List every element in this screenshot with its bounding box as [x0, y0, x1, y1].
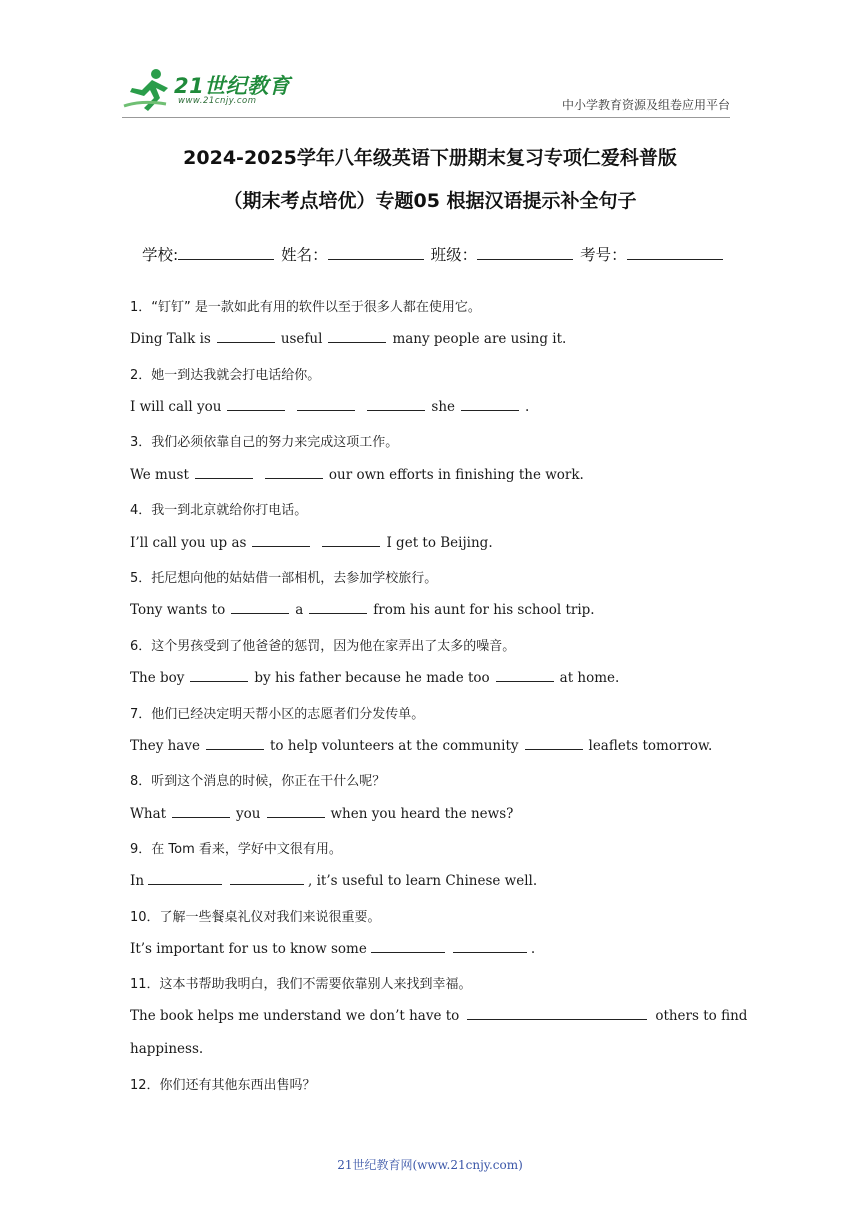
text-segment: others to find [655, 1008, 748, 1024]
text-segment: leaflets tomorrow. [588, 738, 713, 754]
question-8-chinese: 8．听到这个消息的时候，你正在干什么呢？ [130, 774, 386, 789]
student-info-row [142, 243, 725, 265]
answer-blank[interactable] [467, 1007, 647, 1020]
answer-blank[interactable] [148, 872, 222, 885]
answer-blank[interactable] [453, 940, 527, 953]
answer-blank[interactable] [461, 398, 519, 411]
text-segment: We must [130, 467, 189, 483]
answer-blank[interactable] [227, 398, 285, 411]
text-segment: I’ll call you up as [130, 535, 247, 551]
logo-url: www.21cnjy.com [178, 96, 257, 106]
question-11-english [130, 1007, 747, 1024]
class-blank[interactable] [477, 245, 573, 260]
text-segment: when you heard the news? [330, 806, 514, 822]
text-segment: I get to Beijing. [386, 535, 493, 551]
answer-blank[interactable] [252, 534, 310, 547]
class-label: 班级： [430, 246, 478, 264]
text-segment: The boy [130, 670, 185, 686]
text-segment: by his father because he made too [254, 670, 490, 686]
answer-blank[interactable] [190, 669, 248, 682]
question-1-chinese: 1．“钉钉” 是一款如此有用的软件以至于很多人都在使用它。 [130, 300, 481, 315]
question-10-chinese: 10．了解一些餐桌礼仪对我们来说很重要。 [130, 910, 381, 925]
text-segment: useful [280, 331, 323, 347]
question-4-chinese: 4．我一到北京就给你打电话。 [130, 503, 308, 518]
text-segment: . [530, 941, 536, 957]
answer-blank[interactable] [328, 330, 386, 343]
school-label: 学校: [142, 246, 179, 264]
answer-blank[interactable] [371, 940, 445, 953]
text-segment: Ding Talk is [130, 331, 211, 347]
question-3-chinese: 3．我们必须依靠自己的努力来完成这项工作。 [130, 435, 399, 450]
answer-blank[interactable] [172, 805, 230, 818]
answer-blank[interactable] [230, 872, 304, 885]
question-11-english-cont: happiness. [130, 1041, 204, 1057]
question-1-english [130, 330, 566, 347]
answer-blank[interactable] [297, 398, 355, 411]
question-6-chinese: 6．这个男孩受到了他爸爸的惩罚，因为他在家弄出了太多的噪音。 [130, 639, 516, 654]
text-segment: she [431, 399, 456, 415]
running-man-logo-icon [122, 66, 178, 114]
question-10-english [130, 940, 535, 957]
text-segment: I will call you [130, 399, 222, 415]
question-7-chinese: 7．他们已经决定明天帮小区的志愿者们分发传单。 [130, 707, 425, 722]
text-segment: at home. [559, 670, 620, 686]
question-2-chinese: 2．她一到达我就会打电话给你。 [130, 368, 321, 383]
answer-blank[interactable] [367, 398, 425, 411]
question-9-english [130, 872, 537, 889]
page-title-line1: 2024-2025学年八年级英语下册期末复习专项仁爱科普版 [183, 147, 677, 169]
text-segment: to help volunteers at the community [269, 738, 519, 754]
page-footer: 21世纪教育网(www.21cnjy.com) [337, 1158, 523, 1172]
text-segment: from his aunt for his school trip. [373, 602, 595, 618]
logo-text: 21世纪教育 [174, 74, 291, 98]
header-platform-text: 中小学教育资源及组卷应用平台 [561, 98, 730, 112]
text-segment: you [236, 806, 261, 822]
text-segment: our own efforts in finishing the work. [328, 467, 584, 483]
number-label: 考号： [580, 246, 627, 264]
answer-blank[interactable] [525, 737, 583, 750]
question-9-chinese: 9．在 Tom 看来，学好中文很有用。 [130, 842, 342, 857]
text-segment: In [130, 873, 145, 889]
page-title-line2: （期末考点培优）专题05 根据汉语提示补全句子 [223, 190, 637, 212]
text-segment: . [525, 399, 530, 415]
answer-blank[interactable] [231, 601, 289, 614]
question-8-english [130, 805, 513, 822]
question-2-english [130, 398, 529, 415]
logo [122, 66, 292, 114]
answer-blank[interactable] [217, 330, 275, 343]
name-blank[interactable] [328, 245, 424, 260]
text-segment: many people are using it. [392, 331, 567, 347]
answer-blank[interactable] [265, 466, 323, 479]
text-segment: a [295, 602, 304, 618]
header-divider [122, 117, 730, 118]
answer-blank[interactable] [309, 601, 367, 614]
text-segment: The book helps me understand we don’t have to [130, 1008, 460, 1024]
answer-blank[interactable] [195, 466, 253, 479]
question-11-chinese: 11．这本书帮助我明白，我们不需要依靠别人来找到幸福。 [130, 977, 472, 992]
question-5-english [130, 601, 595, 618]
text-segment: It’s important for us to know some [130, 941, 367, 957]
question-6-english [130, 669, 619, 686]
school-blank[interactable] [178, 245, 274, 260]
name-label: 姓名： [281, 246, 328, 264]
answer-blank[interactable] [267, 805, 325, 818]
text-segment: They have [130, 738, 200, 754]
answer-blank[interactable] [206, 737, 264, 750]
question-12-chinese: 12．你们还有其他东西出售吗？ [130, 1078, 316, 1093]
question-4-english [130, 534, 493, 551]
text-segment: Tony wants to [130, 602, 226, 618]
answer-blank[interactable] [322, 534, 380, 547]
question-3-english [130, 466, 584, 483]
question-7-english [130, 737, 712, 754]
question-5-chinese: 5．托尼想向他的姑姑借一部相机，去参加学校旅行。 [130, 571, 438, 586]
answer-blank[interactable] [496, 669, 554, 682]
number-blank[interactable] [627, 245, 723, 260]
text-segment: What [130, 806, 167, 822]
text-segment: , it’s useful to learn Chinese well. [308, 873, 538, 889]
